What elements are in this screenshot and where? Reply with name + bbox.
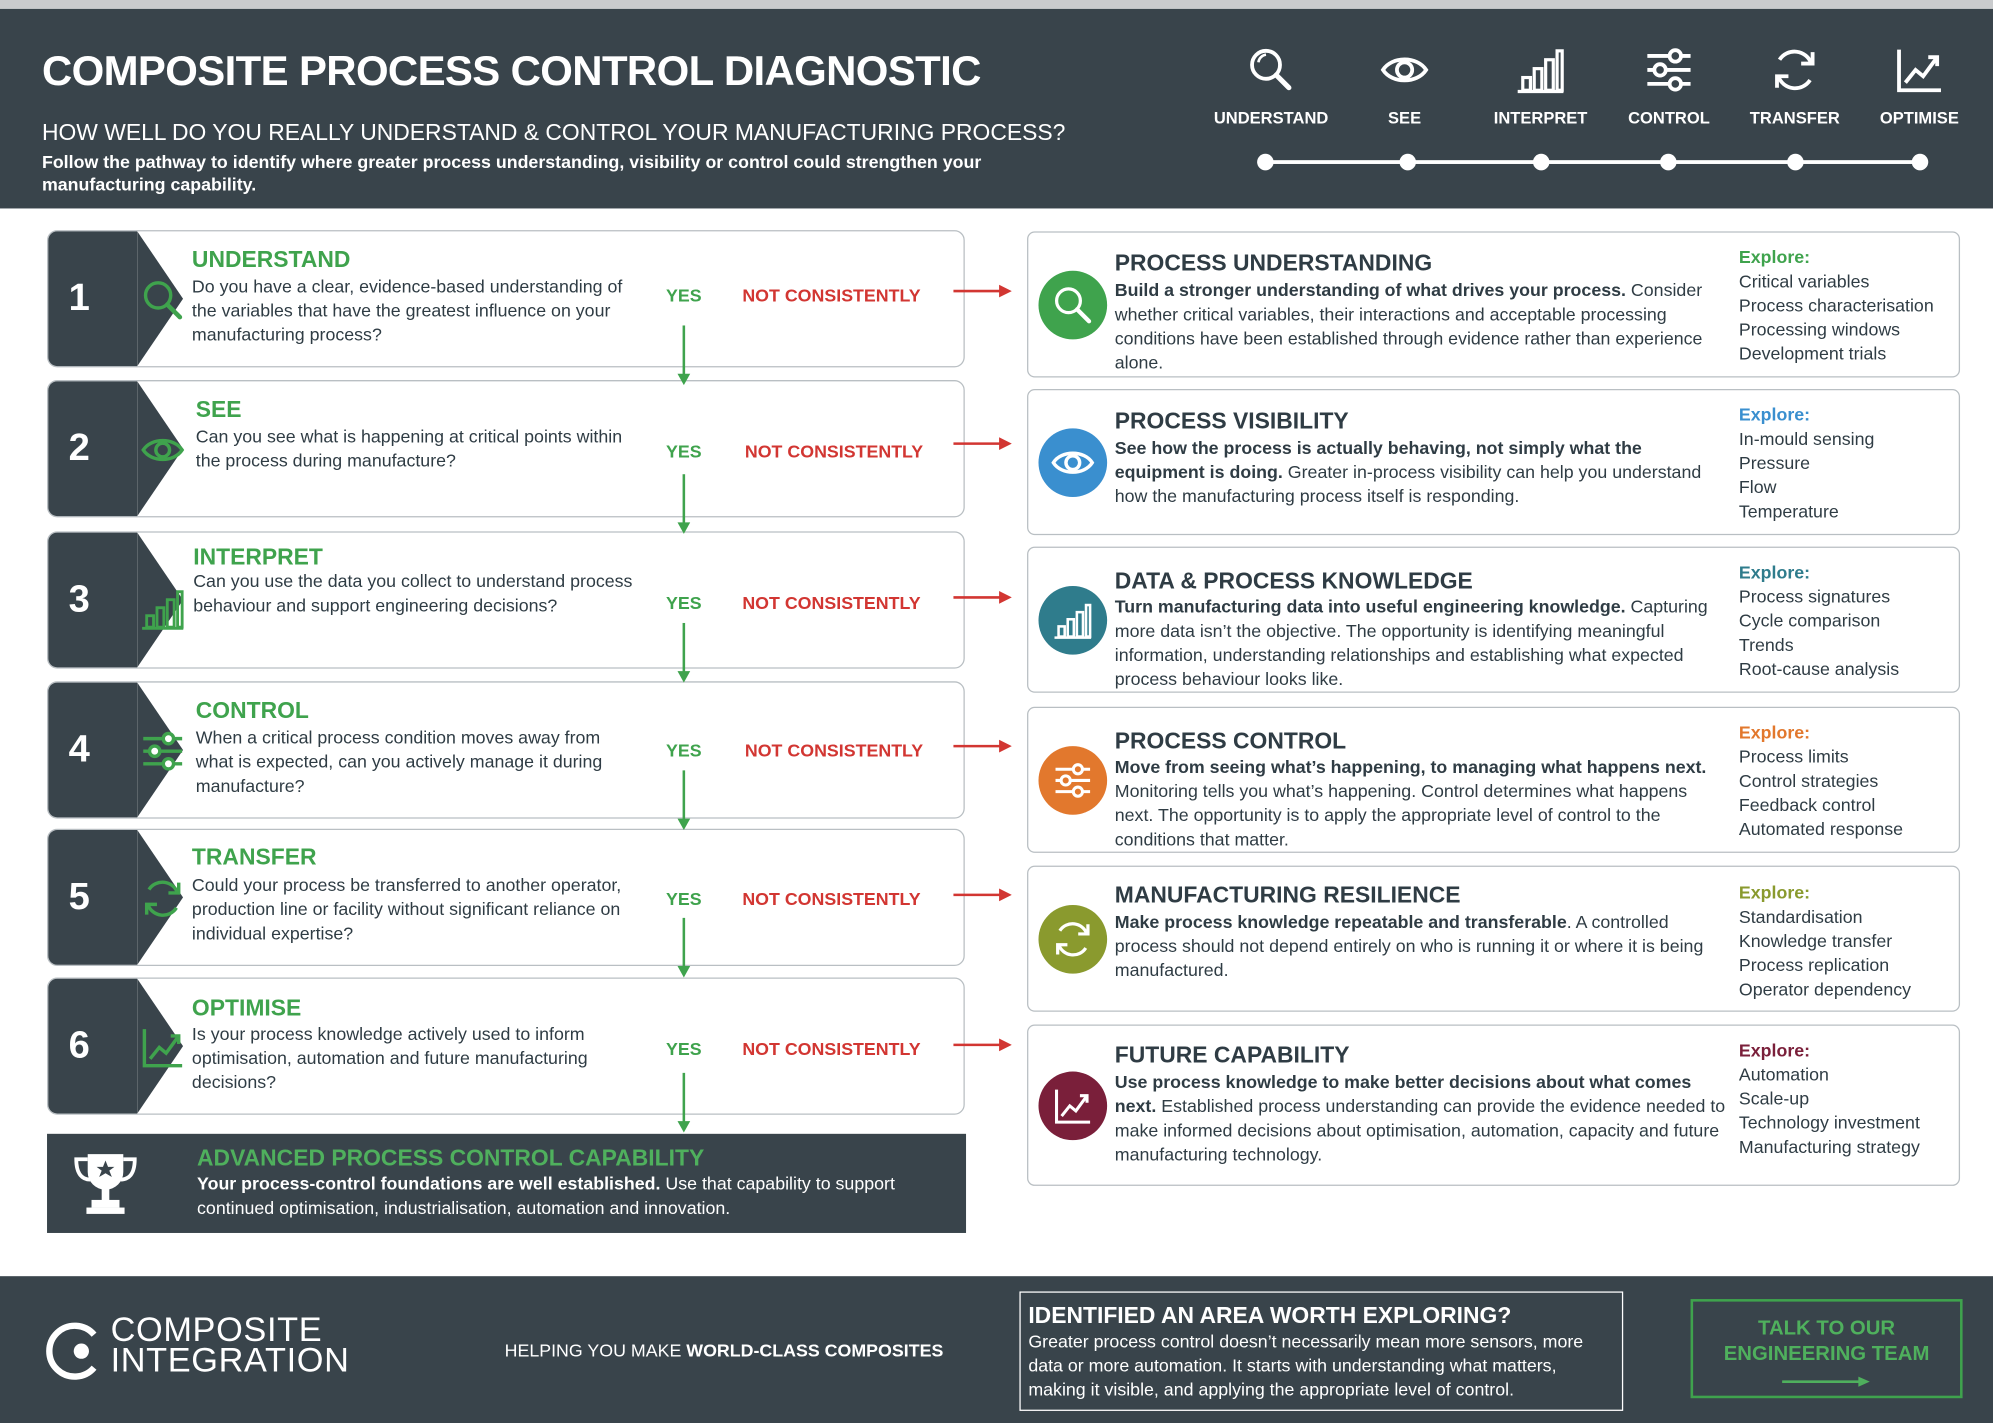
refresh-icon — [1769, 44, 1820, 95]
outcome-card-process-control — [1027, 707, 1960, 853]
brand-line-2: INTEGRATION — [110, 1341, 350, 1380]
not-consistently-arrow — [953, 283, 1011, 298]
sliders-icon — [1052, 760, 1093, 801]
advanced-text — [197, 1172, 947, 1220]
question-title: CONTROL — [195, 697, 309, 724]
outcome-text — [1115, 436, 1730, 508]
question-text: Do you have a clear, evidence-based understanding of the variables that have the greatest influence on your manufacturing process? — [191, 275, 623, 345]
question-text: Can you see what is happening at critical points within the process during manufacture? — [195, 425, 623, 471]
explore-heading: Explore: — [1738, 882, 1811, 903]
explore-item: Flow — [1738, 476, 1777, 498]
sliders-icon — [1644, 44, 1695, 95]
outcome-icon-circle — [1038, 1072, 1107, 1141]
step-number: 3 — [48, 533, 137, 668]
eye-icon — [140, 427, 186, 473]
explore-heading: Explore: — [1738, 561, 1811, 583]
pathway-step-see — [1341, 44, 1468, 127]
pathway-dot — [1257, 154, 1274, 171]
step-number: 4 — [48, 683, 137, 818]
box-title: IDENTIFIED AN AREA WORTH EXPLORING? — [1028, 1302, 1512, 1329]
eye-icon — [1379, 44, 1430, 95]
yes-label: YES — [666, 739, 702, 761]
outcome-text — [1115, 910, 1730, 982]
explore-item: In-mould sensing — [1738, 428, 1875, 449]
explore-item: Process limits — [1738, 746, 1849, 767]
explore-list — [1739, 881, 1955, 1002]
outcome-icon-circle — [1038, 271, 1107, 340]
cta-label: TALK TO OUR ENGINEERING TEAM — [1723, 1318, 1930, 1366]
explore-item: Process characterisation — [1738, 294, 1934, 316]
question-title: SEE — [195, 396, 242, 423]
refresh-icon — [140, 876, 186, 922]
outcome-body: Established process understanding can provide the evidence needed to make informed decisions about optimisation, automation, capacity and future manufacturing technology. — [1114, 1095, 1726, 1165]
explore-item: Development trials — [1738, 343, 1887, 364]
explore-list — [1739, 403, 1955, 524]
explore-heading: Explore: — [1738, 404, 1811, 425]
explore-item: Automation — [1738, 1063, 1829, 1085]
advanced-capability-box — [47, 1134, 966, 1233]
trophy-icon — [70, 1149, 141, 1218]
pathway-dot — [1399, 154, 1416, 171]
step-number: 1 — [48, 231, 137, 366]
explore-item: Critical variables — [1738, 270, 1870, 292]
bar-chart-icon — [1515, 44, 1566, 95]
composite-integration-logo-icon — [43, 1319, 104, 1383]
not-consistently-label: NOT CONSISTENTLY — [742, 592, 921, 613]
pathway-step-transfer — [1731, 44, 1858, 127]
question-title: UNDERSTAND — [191, 246, 351, 273]
tagline-prefix: HELPING YOU MAKE — [504, 1339, 687, 1361]
question-card-understand — [47, 230, 965, 367]
explore-item: Operator dependency — [1738, 978, 1912, 1000]
explore-item: Manufacturing strategy — [1738, 1136, 1920, 1157]
explore-item: Standardisation — [1738, 906, 1863, 927]
outcome-title: FUTURE CAPABILITY — [1114, 1042, 1350, 1068]
explore-list — [1739, 721, 1955, 842]
not-consistently-arrow — [953, 590, 1011, 605]
page-description: Follow the pathway to identify where greater process understanding, visibility or control could strengthen your manufacturing capability. — [41, 151, 982, 195]
explore-item: Feedback control — [1738, 794, 1876, 815]
talk-to-engineering-team-button[interactable] — [1691, 1299, 1963, 1398]
yes-down-arrow — [676, 325, 691, 386]
trend-up-icon — [1052, 1086, 1093, 1127]
explore-heading: Explore: — [1738, 1039, 1811, 1061]
tagline — [505, 1340, 944, 1360]
question-card-optimise — [47, 977, 965, 1114]
explore-item: Control strategies — [1738, 770, 1879, 791]
area-worth-exploring-box — [1019, 1291, 1623, 1410]
question-card-transfer — [47, 829, 965, 966]
not-consistently-label: NOT CONSISTENTLY — [742, 1038, 921, 1059]
pathway-dot — [1787, 154, 1804, 171]
question-text: Is your process knowledge actively used to inform optimisation, automation and future manufacturing decisions? — [191, 1023, 588, 1092]
arrow-right-icon — [1782, 1375, 1871, 1388]
explore-item: Process replication — [1738, 954, 1890, 975]
pathway-line — [1266, 160, 1919, 164]
eye-icon — [1050, 440, 1096, 486]
outcome-text — [1115, 595, 1730, 692]
outcome-body: Consider whether critical variables, their interactions and acceptable processing conditions have been established through evidence rather than experience alone. — [1114, 279, 1703, 373]
explore-list — [1739, 245, 1955, 366]
explore-item: Temperature — [1738, 500, 1839, 522]
outcome-lead: Make process knowledge repeatable and transferable — [1114, 911, 1567, 932]
bar-chart-icon — [1052, 600, 1093, 641]
explore-heading: Explore: — [1738, 721, 1811, 743]
outcome-body: . A controlled process should not depend entirely on who is running it or where it is being manufactured. — [1114, 911, 1704, 981]
outcome-icon-circle — [1038, 746, 1107, 815]
not-consistently-arrow — [953, 1037, 1011, 1052]
question-card-see — [47, 380, 965, 517]
explore-list — [1739, 561, 1955, 682]
step-number: 6 — [48, 979, 137, 1114]
question-title: TRANSFER — [191, 844, 317, 870]
yes-label: YES — [666, 284, 702, 306]
not-consistently-label: NOT CONSISTENTLY — [742, 284, 921, 306]
bar-chart-icon — [140, 586, 186, 632]
brand-line-1: COMPOSITE — [110, 1310, 323, 1349]
outcome-text — [1115, 755, 1730, 852]
yes-label: YES — [666, 888, 702, 909]
pathway-label: SEE — [1388, 108, 1422, 128]
not-consistently-arrow — [953, 887, 1011, 902]
explore-heading: Explore: — [1738, 246, 1811, 267]
outcome-lead: Use process knowledge to make better decisions about what comes next. — [1114, 1071, 1692, 1117]
page-title: COMPOSITE PROCESS CONTROL DIAGNOSTIC — [41, 47, 981, 95]
outcome-card-future-capability — [1027, 1025, 1960, 1186]
trend-up-icon — [140, 1025, 186, 1071]
pathway-dot — [1660, 154, 1677, 171]
outcome-lead: Build a stronger understanding of what drives your process. — [1114, 279, 1626, 300]
pathway-step-understand — [1208, 44, 1335, 127]
explore-item: Processing windows — [1738, 319, 1901, 340]
pathway-step-control — [1605, 44, 1732, 127]
outcome-text — [1115, 278, 1730, 375]
outcome-icon-circle — [1038, 586, 1107, 655]
explore-item: Knowledge transfer — [1738, 930, 1893, 951]
pathway-label: OPTIMISE — [1879, 108, 1959, 128]
not-consistently-arrow — [953, 436, 1011, 451]
outcome-text — [1115, 1070, 1730, 1167]
outcome-lead: Move from seeing what’s happening, to managing what happens next. — [1114, 756, 1707, 777]
not-consistently-label: NOT CONSISTENTLY — [744, 441, 924, 462]
outcome-card-manufacturing-resilience — [1027, 866, 1960, 1012]
brand-logo-text — [110, 1310, 350, 1380]
pathway-label: INTERPRET — [1493, 108, 1588, 128]
explore-item: Scale-up — [1738, 1088, 1810, 1109]
explore-item: Automated response — [1738, 818, 1904, 839]
box-text: Greater process control doesn’t necessarily mean more sensors, more data or more automation. It starts with understanding what matters, making it visible, and applying the appropriate level of control. — [1028, 1330, 1584, 1400]
yes-down-arrow — [676, 623, 691, 684]
header-banner — [0, 9, 1993, 209]
tagline-bold: WORLD-CLASS COMPOSITES — [686, 1339, 944, 1361]
question-title: INTERPRET — [193, 544, 323, 570]
outcome-card-process-understanding — [1027, 231, 1960, 377]
explore-item: Pressure — [1738, 452, 1811, 473]
question-card-interpret — [47, 531, 965, 668]
search-icon — [1246, 44, 1297, 95]
question-card-control — [47, 681, 965, 818]
outcome-lead: See how the process is actually behaving, not simply what the equipment is doing. — [1114, 437, 1642, 482]
question-text: When a critical process condition moves away from what is expected, can you actively manage it during manufacture? — [195, 727, 603, 796]
step-number: 2 — [48, 381, 137, 516]
explore-item: Root-cause analysis — [1738, 658, 1900, 679]
outcome-card-data-process-knowledge — [1027, 547, 1960, 693]
trend-up-icon — [1894, 44, 1945, 95]
not-consistently-label: NOT CONSISTENTLY — [744, 739, 924, 761]
outcome-title: DATA & PROCESS KNOWLEDGE — [1114, 568, 1473, 594]
advanced-bold: Your process-control foundations are well established. — [197, 1173, 661, 1194]
yes-down-arrow — [676, 770, 691, 831]
pathway-label: TRANSFER — [1749, 108, 1840, 128]
question-text: Could your process be transferred to another operator, production line or facility without significant reliance on individual expertise? — [191, 874, 622, 944]
advanced-title: ADVANCED PROCESS CONTROL CAPABILITY — [197, 1145, 705, 1171]
refresh-icon — [1051, 918, 1094, 961]
advanced-rest: Use that capability to support continued optimisation, industrialisation, automation and innovation. — [197, 1173, 895, 1218]
outcome-title: PROCESS CONTROL — [1114, 728, 1347, 754]
yes-label: YES — [666, 592, 702, 613]
pathway-step-interpret — [1477, 44, 1604, 127]
search-icon — [1051, 283, 1094, 326]
outcome-title: PROCESS UNDERSTANDING — [1114, 250, 1433, 276]
question-text: Can you use the data you collect to understand process behaviour and support engineering decisions? — [193, 570, 633, 616]
explore-item: Technology investment — [1738, 1112, 1920, 1133]
outcome-title: MANUFACTURING RESILIENCE — [1114, 882, 1461, 908]
outcome-lead: Turn manufacturing data into useful engineering knowledge. — [1114, 596, 1626, 617]
question-title: OPTIMISE — [191, 995, 302, 1021]
footer — [0, 1276, 1993, 1423]
step-number: 5 — [48, 830, 137, 965]
pathway-label: CONTROL — [1628, 108, 1710, 128]
yes-down-arrow — [676, 474, 691, 535]
outcome-body: Greater in-process visibility can help you understand how the manufacturing process itself is responding. — [1114, 461, 1702, 506]
top-strip — [0, 0, 1993, 9]
outcome-title: PROCESS VISIBILITY — [1114, 408, 1349, 434]
outcome-card-process-visibility — [1027, 389, 1960, 535]
yes-down-arrow — [676, 918, 691, 979]
not-consistently-arrow — [953, 739, 1011, 754]
outcome-icon-circle — [1038, 905, 1107, 974]
outcome-icon-circle — [1038, 428, 1107, 497]
explore-item: Process signatures — [1738, 585, 1891, 607]
yes-label: YES — [666, 441, 702, 462]
pathway-step-optimise — [1856, 44, 1983, 127]
yes-label: YES — [666, 1038, 702, 1059]
outcome-body: Monitoring tells you what’s happening. Control determines what happens next. The opportunity is to apply the appropriate level of control to the conditions that matter. — [1114, 780, 1688, 850]
pathway-label: UNDERSTAND — [1213, 108, 1329, 128]
outcome-body: Capturing more data isn’t the objective. The opportunity is identifying meaningful information, understanding relationships and establishing what expected process behaviour looks like. — [1114, 596, 1708, 689]
yes-down-arrow — [676, 1073, 691, 1134]
sliders-icon — [140, 728, 186, 774]
not-consistently-label: NOT CONSISTENTLY — [742, 888, 921, 909]
pathway-dot — [1533, 154, 1550, 171]
explore-list — [1739, 1038, 1955, 1159]
search-icon — [140, 277, 186, 323]
explore-item: Cycle comparison — [1738, 610, 1881, 631]
explore-item: Trends — [1738, 634, 1794, 655]
pathway-dot — [1912, 154, 1929, 171]
page-subtitle: HOW WELL DO YOU REALLY UNDERSTAND & CONTROL YOUR MANUFACTURING PROCESS? — [41, 119, 1066, 145]
